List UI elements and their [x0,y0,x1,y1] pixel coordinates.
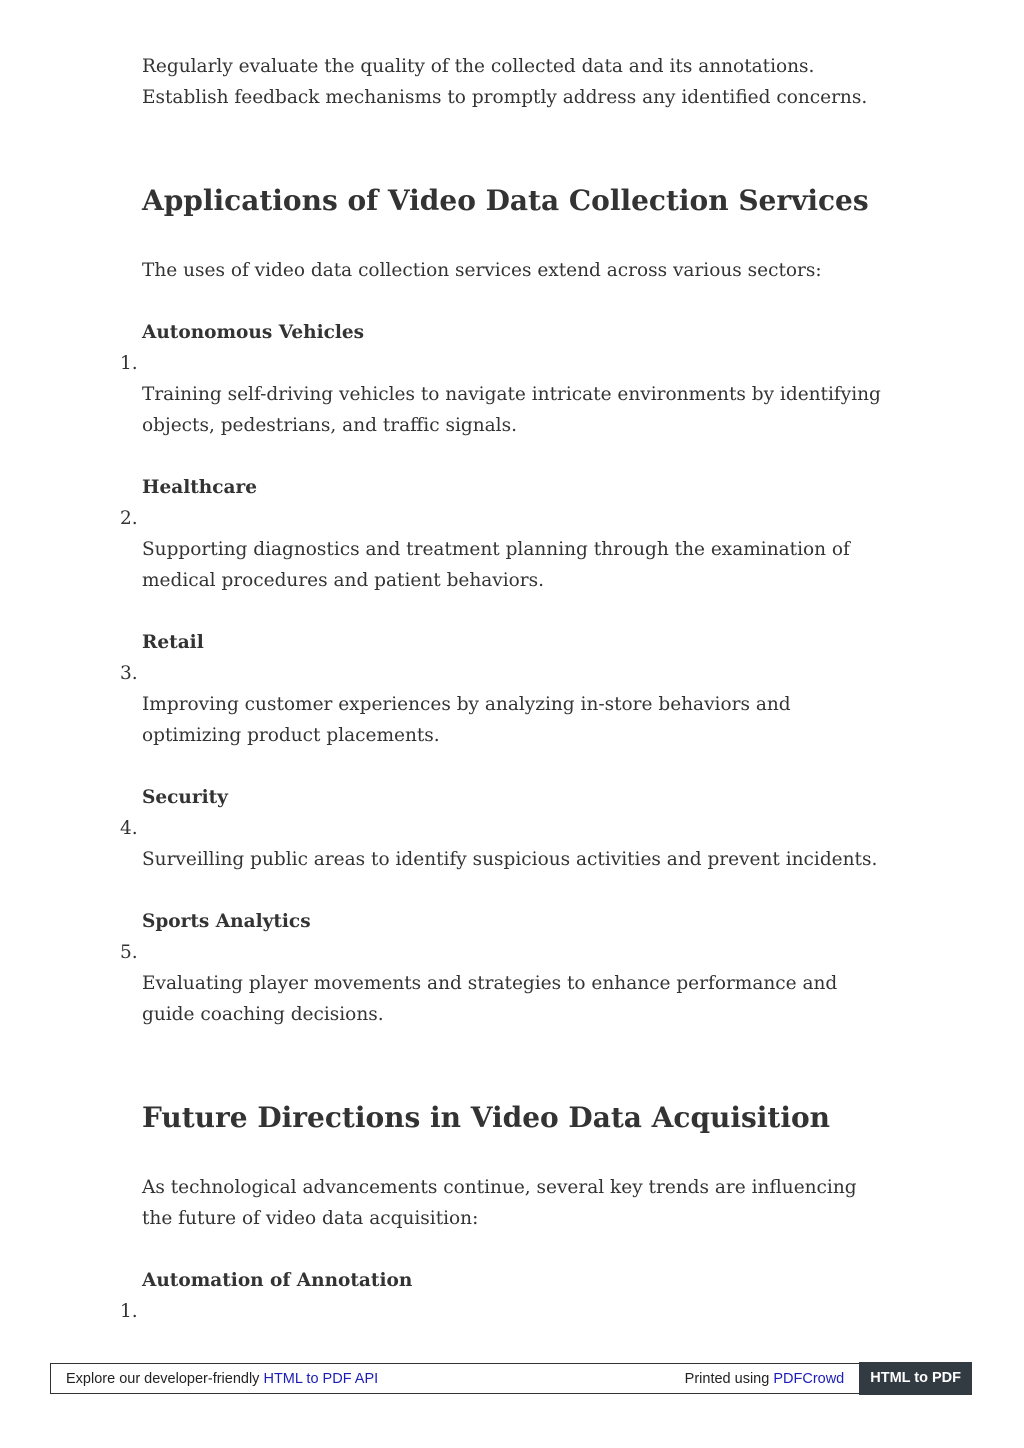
list-item [120,1265,892,1322]
list-item-title: Security [142,787,228,808]
footer-explore-text: Explore our developer-friendly [66,1370,264,1387]
list-item [120,472,892,596]
list-item-title: Sports Analytics [142,911,311,932]
html-to-pdf-api-link[interactable]: HTML to PDF API [263,1370,379,1387]
footer-printed-text: Printed using [684,1370,774,1387]
list-item-number: 2. [120,508,138,529]
article-content [120,51,892,1322]
list-item [120,906,892,1030]
applications-list [120,317,892,1030]
list-item-description: Training self-driving vehicles to navigate intricate environments by identifying objects, pedestrians, and traffic signals. [142,384,881,436]
footer-explore [51,1371,685,1387]
footer-printed [685,1371,860,1387]
list-item-number: 3. [120,663,138,684]
list-item [120,317,892,441]
list-item-description: Supporting diagnostics and treatment planning through the examination of medical procedures and patient behaviors. [142,539,850,591]
list-item [120,627,892,751]
list-item-title: Automation of Annotation [142,1270,413,1291]
list-item-description: Surveilling public areas to identify suspicious activities and prevent incidents. [142,849,878,870]
list-item-title: Retail [142,632,204,653]
list-item-description: Evaluating player movements and strategies to enhance performance and guide coaching decisions. [142,973,838,1025]
html-to-pdf-badge[interactable]: HTML to PDF [859,1362,972,1395]
list-item-title: Healthcare [142,477,258,498]
pdfcrowd-link[interactable]: PDFCrowd [773,1370,845,1387]
future-heading: Future Directions in Video Data Acquisition [142,1101,831,1134]
list-item-description: Improving customer experiences by analyzing in-store behaviors and optimizing product placements. [142,694,791,746]
list-item-number: 1. [120,353,138,374]
future-list [120,1265,892,1322]
list-item [120,782,892,875]
applications-lead: The uses of video data collection services extend across various sectors: [142,260,822,281]
pdfcrowd-footer [50,1363,972,1394]
applications-heading: Applications of Video Data Collection Services [142,184,869,217]
list-item-number: 4. [120,818,138,839]
list-item-number: 1. [120,1301,138,1322]
list-item-number: 5. [120,942,138,963]
list-item-title: Autonomous Vehicles [142,322,365,343]
intro-paragraph: Regularly evaluate the quality of the collected data and its annotations. Establish feedback mechanisms to promptly address any identified concerns. [142,56,868,108]
future-lead: As technological advancements continue, several key trends are influencing the future of video data acquisition: [142,1177,857,1229]
